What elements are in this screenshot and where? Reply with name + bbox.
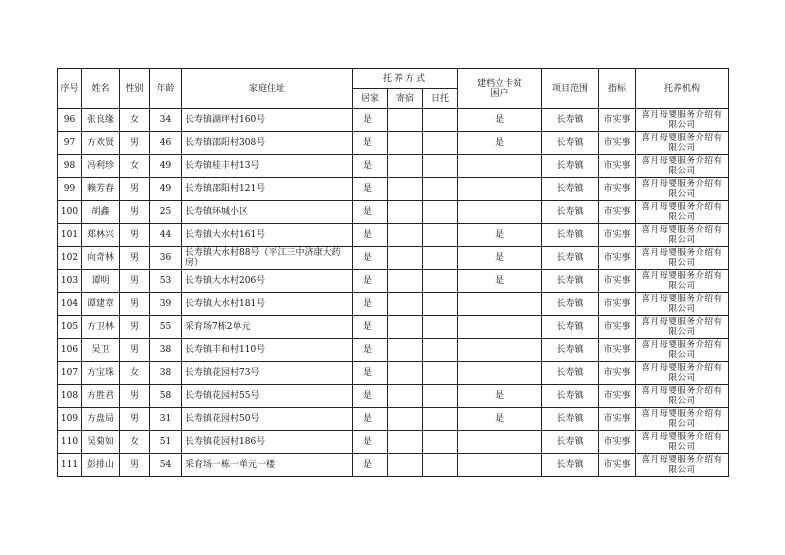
cell-care-day	[423, 339, 458, 362]
cell-care-board	[388, 339, 423, 362]
cell-indicator: 市实事	[599, 270, 636, 293]
cell-address: 长寿镇大水村161号	[182, 224, 353, 247]
cell-seq: 100	[58, 201, 82, 224]
cell-care-day	[423, 362, 458, 385]
cell-address: 长寿镇花园村55号	[182, 385, 353, 408]
cell-address: 长寿镇花园村50号	[182, 408, 353, 431]
cell-seq: 111	[58, 454, 82, 477]
cell-address: 长寿镇邵阳村121号	[182, 178, 353, 201]
cell-care-home: 是	[353, 224, 388, 247]
cell-seq: 98	[58, 155, 82, 178]
cell-gender: 女	[120, 362, 150, 385]
table-row	[58, 385, 729, 408]
cell-indicator: 市实事	[599, 178, 636, 201]
cell-gender: 女	[120, 109, 150, 132]
cell-care-board	[388, 431, 423, 454]
cell-scope: 长寿镇	[542, 247, 599, 270]
cell-org: 喜月母婴服务介绍有限公司	[636, 109, 729, 132]
cell-care-home: 是	[353, 178, 388, 201]
cell-poverty: 是	[458, 132, 542, 155]
cell-name: 赖芳春	[82, 178, 120, 201]
cell-indicator: 市实事	[599, 339, 636, 362]
cell-gender: 男	[120, 178, 150, 201]
cell-scope: 长寿镇	[542, 431, 599, 454]
cell-org: 喜月母婴服务介绍有限公司	[636, 270, 729, 293]
cell-address: 长寿镇环城小区	[182, 201, 353, 224]
cell-indicator: 市实事	[599, 408, 636, 431]
cell-care-board	[388, 132, 423, 155]
cell-name: 吴卫	[82, 339, 120, 362]
cell-scope: 长寿镇	[542, 316, 599, 339]
cell-poverty: 是	[458, 224, 542, 247]
header-care-home: 居家	[353, 89, 388, 109]
cell-seq: 99	[58, 178, 82, 201]
cell-age: 55	[150, 316, 182, 339]
cell-care-day	[423, 224, 458, 247]
cell-gender: 女	[120, 431, 150, 454]
header-care-day: 日托	[423, 89, 458, 109]
cell-gender: 男	[120, 132, 150, 155]
cell-scope: 长寿镇	[542, 339, 599, 362]
cell-scope: 长寿镇	[542, 293, 599, 316]
cell-gender: 男	[120, 339, 150, 362]
cell-care-day	[423, 316, 458, 339]
cell-age: 38	[150, 339, 182, 362]
cell-address: 长寿镇桂丰村13号	[182, 155, 353, 178]
cell-age: 31	[150, 408, 182, 431]
table-row	[58, 270, 729, 293]
cell-age: 38	[150, 362, 182, 385]
cell-care-day	[423, 293, 458, 316]
table-row	[58, 362, 729, 385]
cell-care-board	[388, 201, 423, 224]
cell-name: 胡鑫	[82, 201, 120, 224]
cell-gender: 男	[120, 316, 150, 339]
cell-org: 喜月母婴服务介绍有限公司	[636, 247, 729, 270]
cell-gender: 男	[120, 385, 150, 408]
cell-org: 喜月母婴服务介绍有限公司	[636, 454, 729, 477]
cell-care-home: 是	[353, 155, 388, 178]
cell-care-home: 是	[353, 247, 388, 270]
cell-age: 25	[150, 201, 182, 224]
cell-poverty	[458, 339, 542, 362]
cell-scope: 长寿镇	[542, 178, 599, 201]
cell-age: 51	[150, 431, 182, 454]
cell-age: 39	[150, 293, 182, 316]
cell-seq: 108	[58, 385, 82, 408]
cell-care-board	[388, 247, 423, 270]
cell-poverty	[458, 362, 542, 385]
cell-scope: 长寿镇	[542, 270, 599, 293]
cell-care-board	[388, 178, 423, 201]
cell-care-home: 是	[353, 431, 388, 454]
cell-gender: 男	[120, 270, 150, 293]
cell-age: 58	[150, 385, 182, 408]
cell-care-home: 是	[353, 408, 388, 431]
cell-poverty	[458, 316, 542, 339]
table-row	[58, 201, 729, 224]
header-name: 姓名	[82, 69, 120, 109]
table-row	[58, 132, 729, 155]
cell-name: 向奇林	[82, 247, 120, 270]
cell-scope: 长寿镇	[542, 224, 599, 247]
cell-name: 方欢贤	[82, 132, 120, 155]
cell-care-home: 是	[353, 270, 388, 293]
table-row	[58, 316, 729, 339]
cell-poverty: 是	[458, 109, 542, 132]
cell-poverty	[458, 454, 542, 477]
cell-age: 49	[150, 155, 182, 178]
cell-seq: 105	[58, 316, 82, 339]
cell-gender: 男	[120, 408, 150, 431]
cell-seq: 97	[58, 132, 82, 155]
cell-age: 53	[150, 270, 182, 293]
header-row-top	[58, 69, 729, 89]
cell-gender: 男	[120, 224, 150, 247]
cell-indicator: 市实事	[599, 155, 636, 178]
cell-care-home: 是	[353, 362, 388, 385]
cell-address: 长寿镇花园村73号	[182, 362, 353, 385]
cell-address: 长寿镇花园村186号	[182, 431, 353, 454]
cell-org: 喜月母婴服务介绍有限公司	[636, 293, 729, 316]
cell-address: 长寿镇大水村206号	[182, 270, 353, 293]
table-row	[58, 178, 729, 201]
cell-care-day	[423, 247, 458, 270]
cell-care-day	[423, 201, 458, 224]
cell-indicator: 市实事	[599, 224, 636, 247]
cell-poverty: 是	[458, 385, 542, 408]
cell-org: 喜月母婴服务介绍有限公司	[636, 178, 729, 201]
cell-care-home: 是	[353, 109, 388, 132]
cell-care-home: 是	[353, 385, 388, 408]
cell-care-home: 是	[353, 339, 388, 362]
table-row	[58, 155, 729, 178]
table-row	[58, 247, 729, 270]
cell-care-board	[388, 316, 423, 339]
cell-scope: 长寿镇	[542, 109, 599, 132]
cell-seq: 102	[58, 247, 82, 270]
cell-care-day	[423, 270, 458, 293]
cell-care-board	[388, 155, 423, 178]
cell-address: 长寿镇邵阳村308号	[182, 132, 353, 155]
cell-indicator: 市实事	[599, 247, 636, 270]
cell-care-day	[423, 431, 458, 454]
table-row	[58, 454, 729, 477]
cell-name: 彭排山	[82, 454, 120, 477]
cell-age: 46	[150, 132, 182, 155]
cell-org: 喜月母婴服务介绍有限公司	[636, 408, 729, 431]
cell-care-day	[423, 385, 458, 408]
cell-age: 54	[150, 454, 182, 477]
cell-poverty	[458, 431, 542, 454]
header-scope: 项目范围	[542, 69, 599, 109]
cell-name: 谭明	[82, 270, 120, 293]
cell-poverty: 是	[458, 408, 542, 431]
cell-indicator: 市实事	[599, 109, 636, 132]
cell-name: 谭建章	[82, 293, 120, 316]
cell-care-board	[388, 454, 423, 477]
cell-address: 长寿镇湖坪村160号	[182, 109, 353, 132]
cell-poverty: 是	[458, 247, 542, 270]
cell-care-home: 是	[353, 132, 388, 155]
cell-org: 喜月母婴服务介绍有限公司	[636, 132, 729, 155]
cell-age: 36	[150, 247, 182, 270]
cell-org: 喜月母婴服务介绍有限公司	[636, 224, 729, 247]
cell-scope: 长寿镇	[542, 408, 599, 431]
care-roster-sheet	[57, 68, 729, 477]
cell-org: 喜月母婴服务介绍有限公司	[636, 362, 729, 385]
cell-org: 喜月母婴服务介绍有限公司	[636, 316, 729, 339]
table-row	[58, 109, 729, 132]
cell-org: 喜月母婴服务介绍有限公司	[636, 201, 729, 224]
header-care-mode: 托养方式	[353, 69, 458, 89]
cell-care-board	[388, 293, 423, 316]
cell-indicator: 市实事	[599, 132, 636, 155]
cell-care-day	[423, 109, 458, 132]
cell-scope: 长寿镇	[542, 362, 599, 385]
cell-care-board	[388, 109, 423, 132]
cell-scope: 长寿镇	[542, 132, 599, 155]
cell-address: 长寿镇大水村181号	[182, 293, 353, 316]
cell-care-day	[423, 155, 458, 178]
cell-seq: 101	[58, 224, 82, 247]
header-org: 托养机构	[636, 69, 729, 109]
cell-seq: 104	[58, 293, 82, 316]
cell-care-day	[423, 178, 458, 201]
cell-age: 49	[150, 178, 182, 201]
header-age: 年龄	[150, 69, 182, 109]
cell-name: 方盘局	[82, 408, 120, 431]
cell-name: 郑林兴	[82, 224, 120, 247]
cell-indicator: 市实事	[599, 316, 636, 339]
header-care-board: 寄宿	[388, 89, 423, 109]
cell-name: 方胜君	[82, 385, 120, 408]
cell-scope: 长寿镇	[542, 454, 599, 477]
header-address: 家庭住址	[182, 69, 353, 109]
cell-indicator: 市实事	[599, 454, 636, 477]
cell-gender: 女	[120, 155, 150, 178]
cell-age: 34	[150, 109, 182, 132]
cell-address: 长寿镇丰和村110号	[182, 339, 353, 362]
table-row	[58, 293, 729, 316]
cell-care-home: 是	[353, 454, 388, 477]
cell-care-home: 是	[353, 201, 388, 224]
cell-gender: 男	[120, 201, 150, 224]
cell-gender: 男	[120, 454, 150, 477]
table-row	[58, 224, 729, 247]
cell-care-day	[423, 454, 458, 477]
cell-poverty	[458, 155, 542, 178]
cell-name: 张良缘	[82, 109, 120, 132]
table-row	[58, 408, 729, 431]
cell-care-board	[388, 408, 423, 431]
care-roster-table	[57, 68, 729, 477]
cell-care-day	[423, 132, 458, 155]
cell-care-board	[388, 385, 423, 408]
cell-gender: 男	[120, 293, 150, 316]
cell-scope: 长寿镇	[542, 155, 599, 178]
cell-address: 长寿镇大水村88号（平江三中济康大药房）	[182, 247, 353, 270]
cell-address: 采育场7栋2单元	[182, 316, 353, 339]
cell-seq: 107	[58, 362, 82, 385]
cell-indicator: 市实事	[599, 362, 636, 385]
header-gender: 性别	[120, 69, 150, 109]
cell-org: 喜月母婴服务介绍有限公司	[636, 155, 729, 178]
cell-address: 采育场一栋一单元一楼	[182, 454, 353, 477]
cell-care-board	[388, 224, 423, 247]
cell-care-board	[388, 362, 423, 385]
table-body	[58, 109, 729, 477]
cell-indicator: 市实事	[599, 293, 636, 316]
cell-indicator: 市实事	[599, 201, 636, 224]
header-indicator: 指标	[599, 69, 636, 109]
cell-seq: 106	[58, 339, 82, 362]
cell-poverty: 是	[458, 270, 542, 293]
cell-seq: 110	[58, 431, 82, 454]
cell-name: 方卫林	[82, 316, 120, 339]
cell-seq: 96	[58, 109, 82, 132]
cell-poverty	[458, 178, 542, 201]
cell-age: 44	[150, 224, 182, 247]
cell-poverty	[458, 201, 542, 224]
cell-name: 冯利珍	[82, 155, 120, 178]
cell-care-home: 是	[353, 316, 388, 339]
cell-name: 吴菊如	[82, 431, 120, 454]
cell-org: 喜月母婴服务介绍有限公司	[636, 339, 729, 362]
cell-indicator: 市实事	[599, 431, 636, 454]
table-row	[58, 431, 729, 454]
table-row	[58, 339, 729, 362]
header-poverty: 建档立卡贫困户	[458, 69, 542, 109]
cell-care-board	[388, 270, 423, 293]
cell-seq: 109	[58, 408, 82, 431]
cell-scope: 长寿镇	[542, 385, 599, 408]
cell-seq: 103	[58, 270, 82, 293]
cell-gender: 男	[120, 247, 150, 270]
cell-scope: 长寿镇	[542, 201, 599, 224]
cell-poverty	[458, 293, 542, 316]
cell-org: 喜月母婴服务介绍有限公司	[636, 431, 729, 454]
cell-org: 喜月母婴服务介绍有限公司	[636, 385, 729, 408]
header-seq: 序号	[58, 69, 82, 109]
cell-care-home: 是	[353, 293, 388, 316]
cell-care-day	[423, 408, 458, 431]
cell-indicator: 市实事	[599, 385, 636, 408]
cell-name: 方宝珠	[82, 362, 120, 385]
